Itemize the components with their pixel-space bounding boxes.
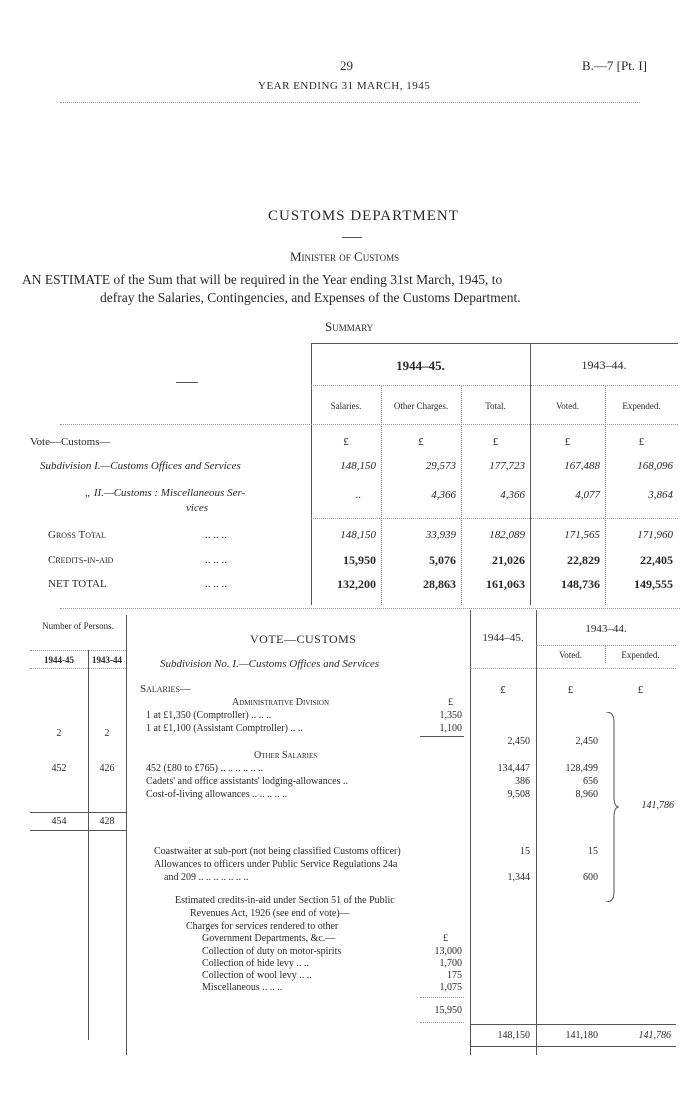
cell-voted: 171,565	[564, 529, 600, 541]
cell-other: 33,939	[425, 529, 456, 541]
cell-salaries: 148,150	[340, 460, 376, 472]
cell-voted: 128,499	[565, 763, 598, 774]
credits-line: Revenues Act, 1926 (see end of vote)—	[190, 908, 350, 919]
credits-line: Estimated credits-in-aid under Section 51 of the Public	[175, 895, 395, 906]
row-label-continued: vices	[186, 502, 208, 514]
persons-col-1944: 1944-45	[44, 655, 74, 665]
allowances-line: and 209 .. .. .. .. .. .. ..	[164, 872, 249, 883]
cell-expended: 149,555	[634, 577, 673, 591]
vote-year-current: 1944–45.	[482, 632, 524, 644]
cell-other: 4,366	[431, 489, 456, 501]
cell-expended: 22,405	[640, 553, 673, 567]
credit-amount: 175	[447, 970, 462, 981]
cell-current: 9,508	[507, 789, 530, 800]
salaries-heading: Salaries—	[140, 683, 191, 695]
cell-expended: 168,096	[637, 460, 673, 472]
cell-voted: 22,829	[567, 553, 600, 567]
credit-amount: 1,700	[439, 958, 462, 969]
other-salaries-heading: Other Salaries	[254, 750, 318, 761]
cell-voted: 656	[583, 776, 598, 787]
allowances-line: Allowances to officers under Public Service Regulations 24a	[154, 859, 398, 870]
summary-col-total: Total.	[485, 401, 506, 411]
page-reference: B.—7 [Pt. I]	[582, 58, 647, 73]
estimate-line-2: defray the Salaries, Contingencies, and Expenses of the Customs Department.	[100, 290, 521, 305]
cell-current: 134,447	[497, 763, 530, 774]
summary-title: Summary	[325, 319, 374, 334]
row-label: Subdivision I.—Customs Offices and Services	[40, 460, 241, 472]
persons-total: 454	[51, 816, 67, 827]
cell-voted: 167,488	[564, 460, 600, 472]
admin-line: 1 at £1,100 (Assistant Comptroller) .. ..	[146, 723, 303, 734]
total-expended: 141,786	[638, 1030, 671, 1041]
cell-other: 28,863	[423, 577, 456, 591]
cell-voted: 148,736	[561, 577, 600, 591]
total-voted: 141,180	[565, 1030, 598, 1041]
credits-line: Charges for services rendered to other	[186, 921, 339, 932]
admin-amount: 1,350	[439, 710, 462, 721]
persons-count: 2	[56, 728, 62, 739]
currency-symbol: £	[492, 436, 499, 448]
year-line: YEAR ENDING 31 MARCH, 1945	[258, 80, 431, 92]
credit-item: Collection of duty on motor-spirits	[202, 946, 342, 957]
minister-title: Minister of Customs	[290, 249, 400, 264]
title-rule	[342, 237, 362, 238]
cell-total: 177,723	[489, 460, 525, 472]
currency-symbol: £	[638, 436, 645, 448]
credits-total: 15,950	[434, 1005, 462, 1016]
currency-symbol: £	[564, 436, 571, 448]
credit-amount: 13,000	[434, 946, 462, 957]
cell-other: 29,573	[425, 460, 456, 472]
cell-expended: 171,960	[637, 529, 673, 541]
cell-voted: 4,077	[575, 489, 600, 501]
cell-current: 386	[515, 776, 530, 787]
other-salary-line: 452 (£80 to £765) .. .. .. .. .. ..	[146, 763, 263, 774]
row-label: NET TOTAL	[48, 578, 107, 590]
vote-year-previous: 1943–44.	[585, 623, 627, 635]
cell-current: 15	[520, 846, 530, 857]
other-salary-line: Cost-of-living allowances .. .. .. .. ..	[146, 789, 288, 800]
cell-voted: 600	[583, 872, 598, 883]
currency-symbol: £	[637, 684, 644, 696]
department-title: CUSTOMS DEPARTMENT	[268, 208, 459, 224]
total-current: 148,150	[497, 1030, 530, 1041]
cell-total: 21,026	[492, 553, 525, 567]
summary-col-salaries: Salaries.	[330, 401, 362, 411]
currency-symbol: £	[567, 684, 574, 696]
estimate-line-1: AN ESTIMATE of the Sum that will be required in the Year ending 31st March, 1945, to	[22, 272, 503, 287]
currency-symbol: £	[343, 436, 349, 448]
credit-amount: 1,075	[439, 982, 462, 993]
other-salary-line: Cadets' and office assistants' lodging-allowances ..	[146, 776, 348, 787]
credit-item: Miscellaneous .. .. ..	[202, 982, 283, 993]
currency-symbol: £	[448, 697, 453, 708]
vote-subdivision: Subdivision No. I.—Customs Offices and Services	[160, 658, 380, 670]
admin-amount: 1,100	[439, 723, 462, 734]
currency-symbol: £	[443, 933, 448, 944]
bracket-expended-total: 141,786	[641, 800, 674, 811]
page-number: 29	[340, 58, 353, 73]
persons-total: 428	[99, 816, 115, 827]
admin-voted: 2,450	[575, 736, 598, 747]
summary-year-current: 1944–45.	[396, 358, 445, 373]
persons-col-1943: 1943-44	[92, 655, 122, 665]
admin-heading: Administrative Division	[232, 697, 330, 708]
cell-salaries: 132,200	[337, 577, 376, 591]
cell-current: 1,344	[507, 872, 530, 883]
bracket-icon	[604, 712, 620, 902]
vote-title: VOTE—CUSTOMS	[250, 632, 357, 646]
admin-line: 1 at £1,350 (Comptroller) .. .. ..	[146, 710, 272, 721]
persons-count: 452	[51, 763, 67, 774]
vote-col-voted: Voted.	[558, 650, 583, 660]
leader-dots: .. .. ..	[205, 529, 227, 541]
summary-col-other: Other Charges.	[393, 401, 449, 411]
cell-salaries: 148,150	[340, 529, 376, 541]
persons-count: 426	[99, 763, 115, 774]
vote-col-expended: Expended.	[621, 650, 660, 660]
header-rule	[60, 102, 640, 103]
row-label: Gross Total	[48, 529, 106, 541]
cell-salaries: ..	[355, 489, 361, 501]
summary-year-previous: 1943–44.	[581, 358, 627, 372]
cell-voted: 15	[588, 846, 598, 857]
row-label: Credits-in-aid	[48, 554, 114, 566]
cell-total: 182,089	[489, 529, 525, 541]
cell-other: 5,076	[429, 553, 456, 567]
coastwaiter-line: Coastwaiter at sub-port (not being classified Customs officer)	[154, 846, 401, 857]
row-label: „ II.—Customs : Miscellaneous Ser-	[85, 487, 246, 499]
cell-total: 4,366	[500, 489, 525, 501]
vote-label: Vote—Customs—	[30, 436, 111, 448]
cell-expended: 3,864	[648, 489, 673, 501]
num-persons-heading: Number of Persons.	[42, 621, 114, 631]
summary-col-expended: Expended.	[622, 401, 661, 411]
currency-symbol: £	[500, 684, 506, 696]
leader-dots: .. .. ..	[205, 554, 227, 566]
leader-dots: .. .. ..	[205, 578, 227, 590]
admin-total: 2,450	[507, 736, 530, 747]
credit-item: Collection of hide levy .. ..	[202, 958, 309, 969]
persons-count: 2	[104, 728, 110, 739]
cell-total: 161,063	[486, 577, 525, 591]
credit-item: Collection of wool levy .. ..	[202, 970, 312, 981]
summary-col-voted: Voted.	[555, 401, 580, 411]
cell-salaries: 15,950	[343, 553, 376, 567]
credits-line: Government Departments, &c.—	[202, 933, 336, 944]
cell-voted: 8,960	[575, 789, 598, 800]
currency-symbol: £	[418, 436, 424, 448]
